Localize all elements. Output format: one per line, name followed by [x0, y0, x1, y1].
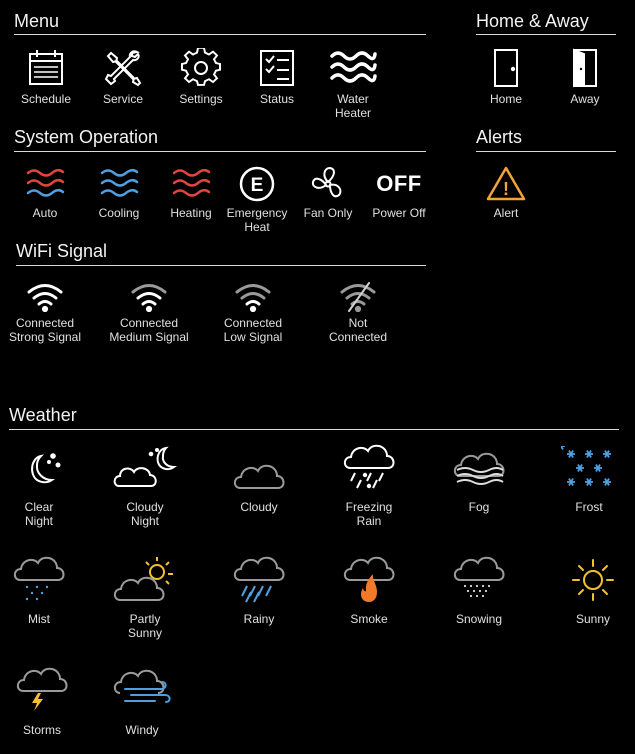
- closed-door-icon: [486, 48, 526, 88]
- rain-icon: [231, 552, 287, 608]
- wifi-disconnected-icon: [338, 282, 378, 312]
- weather-label: Freezing Rain: [345, 500, 393, 528]
- wifi-strong: [0, 282, 90, 344]
- snowflakes-icon: [561, 446, 617, 496]
- wifi-medium-icon: [129, 282, 169, 312]
- weather-frost: [544, 446, 634, 514]
- weather-storms: [0, 663, 87, 737]
- freezing-rain-icon: [341, 440, 397, 496]
- heating-waves-icon: [171, 166, 211, 202]
- checklist-icon: [257, 48, 297, 88]
- weather-cloudy: [214, 446, 304, 514]
- warning-triangle-icon: [486, 166, 526, 202]
- alerts-title: Alerts: [476, 127, 523, 147]
- weather-label: Sunny: [575, 612, 611, 626]
- tools-icon: [103, 48, 143, 88]
- wifi-medium: [104, 282, 194, 344]
- weather-partly-sunny: [100, 552, 190, 640]
- cloud-icon: [231, 446, 287, 496]
- smoke-flame-icon: [341, 552, 397, 608]
- fog-icon: [451, 446, 507, 496]
- menu-item-service[interactable]: [78, 48, 168, 106]
- wifi-strong-icon: [25, 282, 65, 312]
- home-label: Home: [489, 92, 522, 106]
- away-label: Away: [570, 92, 600, 106]
- mode-label: Power Off: [372, 206, 426, 220]
- menu-title: Menu: [14, 11, 60, 31]
- windy-icon: [111, 663, 173, 719]
- open-door-icon: [565, 48, 605, 88]
- weather-label: Windy: [125, 723, 159, 737]
- snowing-icon: [451, 552, 507, 608]
- weather-label: Snowing: [455, 612, 503, 626]
- weather-freezing-rain: [324, 440, 414, 528]
- wifi-low-icon: [233, 282, 273, 312]
- fan-icon: [308, 166, 348, 202]
- weather-label: Cloudy Night: [126, 500, 164, 528]
- water-waves-icon: [329, 48, 377, 88]
- home-away-divider: [476, 34, 616, 35]
- weather-snowing: [434, 552, 524, 626]
- menu-item-label: Water Heater: [334, 92, 372, 120]
- weather-divider: [9, 429, 619, 430]
- power-off-icon: OFF: [376, 171, 422, 196]
- weather-rainy: [214, 552, 304, 626]
- partly-sunny-icon: [111, 552, 179, 608]
- weather-fog: [434, 446, 524, 514]
- wifi-low: [208, 282, 298, 344]
- wifi-title: WiFi Signal: [16, 241, 108, 261]
- weather-smoke: [324, 552, 414, 626]
- alerts-divider: [476, 151, 616, 152]
- weather-label: Cloudy: [240, 500, 278, 514]
- wifi-divider: [16, 265, 426, 266]
- menu-item-label: Settings: [179, 92, 223, 106]
- emergency-heat-glyph: E: [250, 175, 264, 196]
- weather-label: Fog: [468, 500, 490, 514]
- weather-label: Rainy: [243, 612, 275, 626]
- alert-button[interactable]: [461, 166, 551, 220]
- weather-windy: [97, 663, 187, 737]
- weather-label: Clear Night: [24, 500, 54, 528]
- cloud-moon-icon: [111, 446, 179, 496]
- weather-clear-night: [0, 446, 84, 528]
- menu-item-label: Status: [259, 92, 295, 106]
- gear-icon: [181, 48, 221, 88]
- wifi-label: Connected Low Signal: [223, 316, 283, 344]
- wifi-label: Not Connected: [328, 316, 388, 344]
- mode-label: Auto: [32, 206, 58, 220]
- menu-item-label: Service: [102, 92, 143, 106]
- wifi-label: Connected Strong Signal: [8, 316, 82, 344]
- emergency-heat-icon: [237, 166, 277, 202]
- alert-label: Alert: [493, 206, 519, 220]
- weather-label: Smoke: [350, 612, 388, 626]
- weather-label: Partly Sunny: [127, 612, 163, 640]
- weather-label: Frost: [575, 500, 603, 514]
- mode-power-off[interactable]: [354, 166, 444, 220]
- weather-cloudy-night: [100, 446, 190, 528]
- mode-label: Emergency Heat: [226, 206, 288, 234]
- system-operation-title: System Operation: [14, 127, 159, 147]
- storm-icon: [14, 663, 70, 719]
- moon-stars-icon: [15, 446, 63, 496]
- menu-item-water-heater[interactable]: [308, 48, 398, 120]
- weather-title: Weather: [9, 405, 77, 425]
- auto-mode-icon: [25, 166, 65, 202]
- cooling-waves-icon: [99, 166, 139, 202]
- system-operation-divider: [14, 151, 426, 152]
- mode-label: Fan Only: [303, 206, 353, 220]
- wifi-label: Connected Medium Signal: [109, 316, 189, 344]
- weather-label: Storms: [22, 723, 61, 737]
- home-away-title: Home & Away: [476, 11, 589, 31]
- mode-label: Cooling: [98, 206, 140, 220]
- alert-glyph: !: [503, 179, 509, 199]
- menu-divider: [14, 34, 426, 35]
- mist-icon: [11, 552, 67, 608]
- home-button[interactable]: [461, 48, 551, 106]
- sun-icon: [565, 552, 621, 608]
- weather-sunny: [548, 552, 635, 626]
- wifi-not-connected: [313, 282, 403, 344]
- weather-mist: [0, 552, 84, 626]
- weather-label: Mist: [28, 612, 50, 626]
- menu-item-label: Schedule: [20, 92, 72, 106]
- mode-label: Heating: [170, 206, 212, 220]
- away-button[interactable]: [540, 48, 630, 106]
- calendar-icon: [26, 48, 66, 88]
